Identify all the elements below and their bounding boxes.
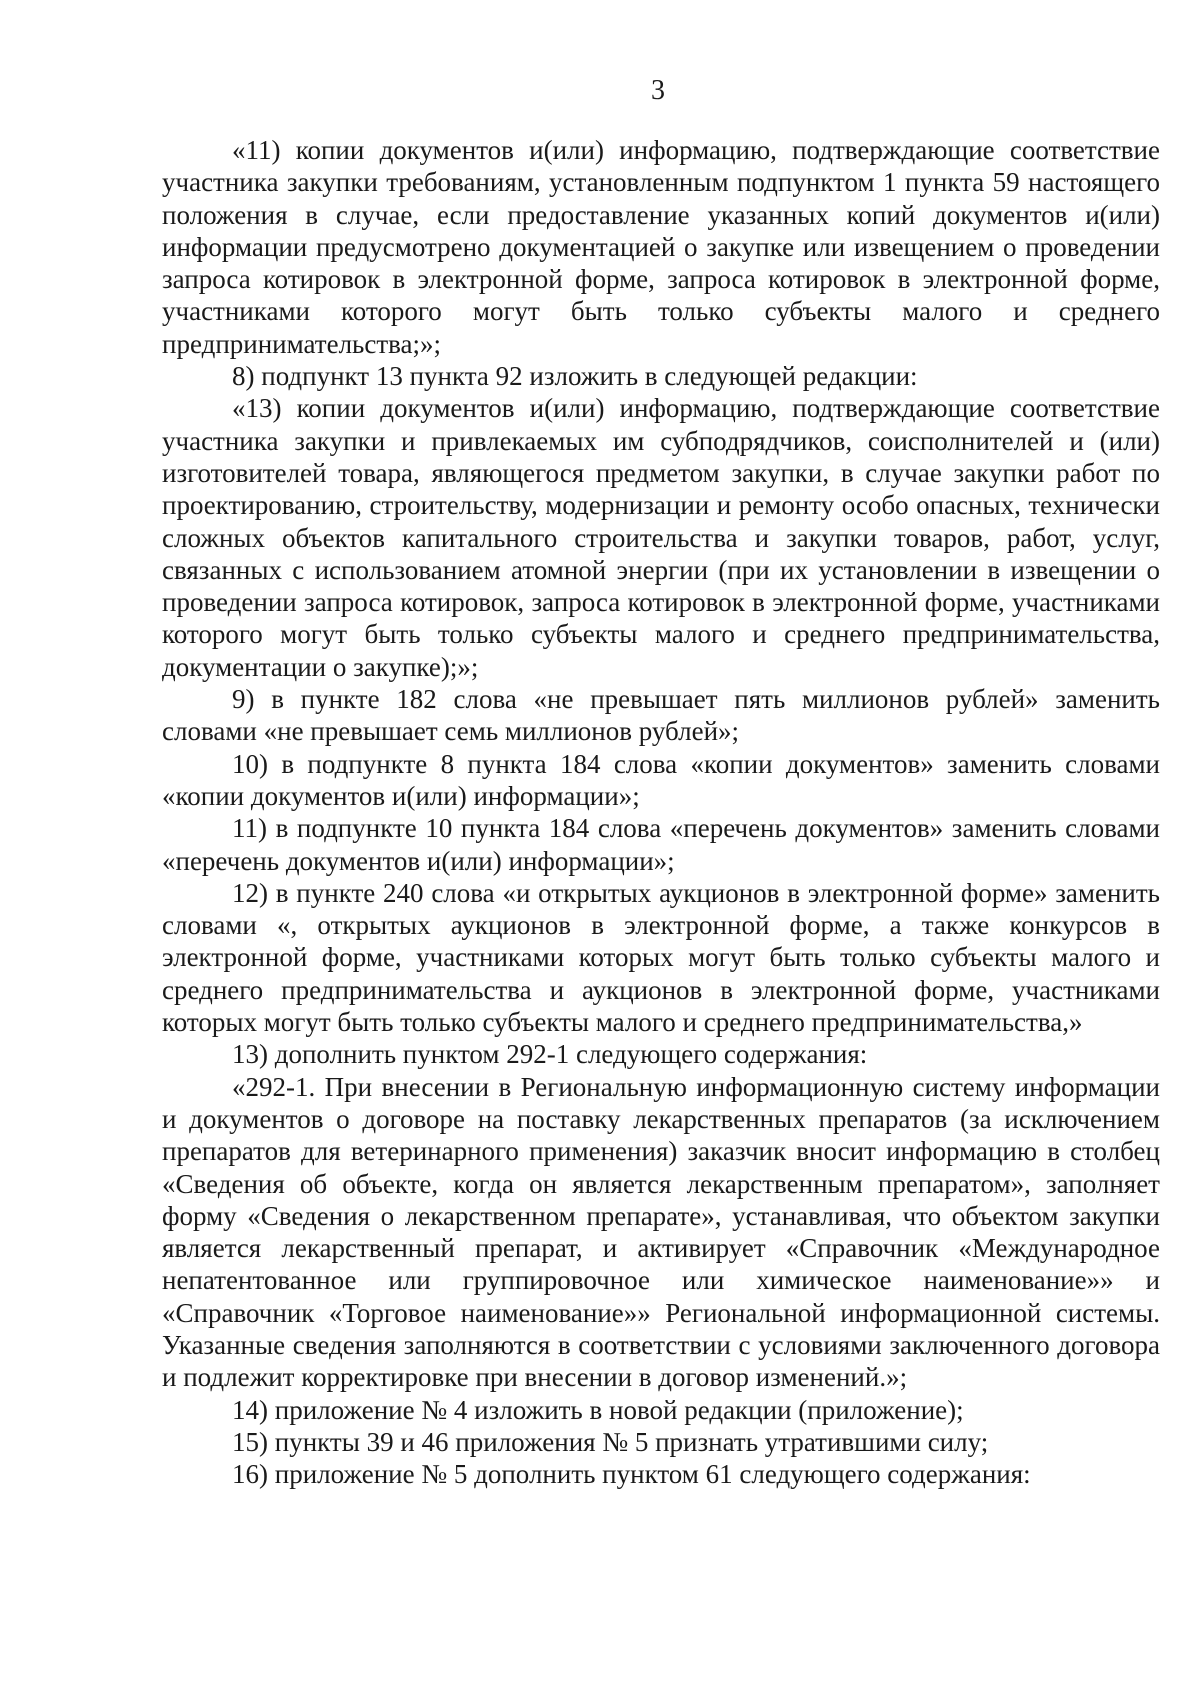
paragraph-item-16: 16) приложение № 5 дополнить пунктом 61 следующего содержания:	[232, 1459, 1031, 1490]
paragraph-item-8: 8) подпункт 13 пункта 92 изложить в следующей редакции:	[232, 361, 918, 392]
paragraph-item-15: 15) пункты 39 и 46 приложения № 5 признать утратившими силу;	[232, 1426, 989, 1457]
paragraph-item-11-quote: «11) копии документов и(или) информацию, подтверждающие соответствие участника закупки требованиям, установленным подпунктом 1 пункта 59 настоящего положения в случае, если предоставление указанных копий документов и(или) информации предусмотрено документацией о закупке или извещением о проведении запроса котировок в электронной форме, запроса котировок в электронной форме, участниками которого могут быть только субъекты малого и среднего предпринимательства;»;	[162, 135, 1160, 359]
document-body	[162, 134, 1160, 1490]
page-number: 3	[651, 75, 665, 106]
paragraph-item-13: 13) дополнить пунктом 292-1 следующего содержания:	[232, 1039, 868, 1070]
paragraph-item-12: 12) в пункте 240 слова «и открытых аукционов в электронной форме» заменить словами «, открытых аукционов в электронной форме, а также конкурсов в электронной форме, участниками которых могут быть только субъекты малого и среднего предпринимательства и аукционов в электронной форме, участниками которых могут быть только субъекты малого и среднего предпринимательства,»	[162, 877, 1160, 1038]
paragraph-item-10: 10) в подпункте 8 пункта 184 слова «копии документов» заменить словами «копии документов и(или) информации»;	[162, 748, 1160, 811]
paragraph-item-292-1-quote: «292-1. При внесении в Региональную информационную систему информации и документов о договоре на поставку лекарственных препаратов (за исключением препаратов для ветеринарного применения) заказчик вносит информацию в столбец «Сведения об объекте, когда он является лекарственным препаратом», заполняет форму «Сведения о лекарственном препарате», устанавливая, что объектом закупки является лекарственный препарат, и активирует «Справочник «Международное непатентованное или группировочное или химическое наименование»» и «Справочник «Торговое наименование»» Региональной информационной системы. Указанные сведения заполняются в соответствии с условиями заключенного договора и подлежит корректировке при внесении в договор изменений.»;	[162, 1071, 1160, 1393]
paragraph-item-13-quote: «13) копии документов и(или) информацию, подтверждающие соответствие участника закупки и привлекаемых им субподрядчиков, соисполнителей и (или) изготовителей товара, являющегося предметом закупки, в случае закупки работ по проектированию, строительству, модернизации и ремонту особо опасных, технически сложных объектов капитального строительства и закупки товаров, работ, услуг, связанных с использованием атомной энергии (при их установлении в извещении о проведении запроса котировок, запроса котировок в электронной форме, участниками которого могут быть только субъекты малого и среднего предпринимательства, документации о закупке);»;	[162, 393, 1160, 682]
paragraph-item-9: 9) в пункте 182 слова «не превышает пять миллионов рублей» заменить словами «не превышает семь миллионов рублей»;	[162, 684, 1160, 747]
paragraph-item-14: 14) приложение № 4 изложить в новой редакции (приложение);	[232, 1394, 964, 1425]
paragraph-item-11: 11) в подпункте 10 пункта 184 слова «перечень документов» заменить словами «перечень документов и(или) информации»;	[162, 813, 1160, 876]
